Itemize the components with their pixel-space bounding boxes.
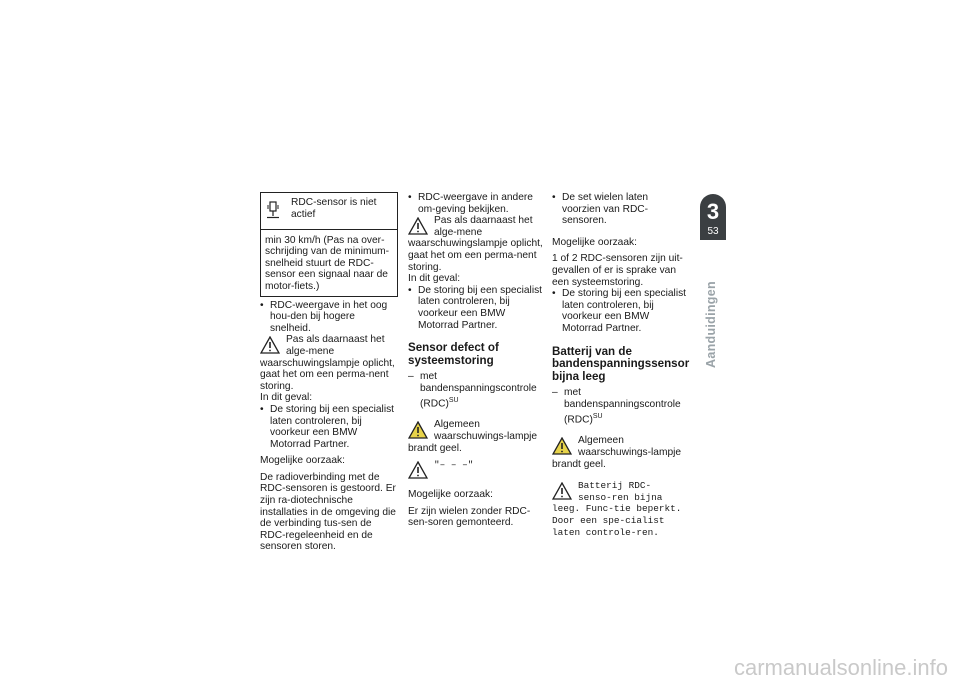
column-1 <box>260 192 398 553</box>
status-box-text: min 30 km/h (Pas na over-schrijding van de minimum-snelheid stuurt de RDC-sensor een signaal naar de motor-fiets.) <box>265 234 389 292</box>
warning-triangle-icon <box>260 336 280 354</box>
cause-label: Mogelijke oorzaak: <box>260 455 345 467</box>
warning-text: Pas als daarnaast het alge-mene waarschuwingslampje oplicht, gaat het om een perma-nent storing. <box>260 334 395 392</box>
warning-note <box>552 480 688 538</box>
bullet-item: • RDC-weergave in het oog hou-den bij hogere snelheid. <box>260 300 398 335</box>
section-heading: Sensor defect of systeemstoring <box>408 341 499 367</box>
condition-text: met bandenspanningscontrole (RDC) <box>564 387 681 425</box>
bullet-item: • De set wielen laten voorzien van RDC-sensoren. <box>552 192 688 227</box>
warning-text: Algemeen waarschuwings-lampje brandt geel. <box>408 419 538 454</box>
warning-text: Pas als daarnaast het alge-mene waarschuwingslampje oplicht, gaat het om een perma-nent storing. <box>408 215 543 273</box>
option-superscript: SU <box>592 412 603 420</box>
column-3 <box>552 192 688 538</box>
bullet-item: • RDC-weergave in andere om-geving bekijken. <box>408 192 546 215</box>
display-readout: "– – –" <box>434 459 474 471</box>
option-superscript: SU <box>448 396 459 404</box>
chapter-title: Aanduidingen <box>704 281 718 368</box>
bullet-item: • De storing bij een specialist laten controleren, bij voorkeur een BMW Motorrad Partner. <box>408 285 546 331</box>
status-box-header <box>261 193 397 230</box>
status-box <box>260 192 398 297</box>
in-dit-geval: In dit geval: <box>260 392 313 404</box>
condition-item <box>408 371 546 409</box>
condition-item <box>552 387 688 425</box>
cause-label: Mogelijke oorzaak: <box>408 489 493 501</box>
warning-triangle-icon <box>408 421 428 439</box>
bullet-item: • De storing bij een specialist laten controleren, bij voorkeur een BMW Motorrad Partner. <box>260 404 398 450</box>
cause-text: Er zijn wielen zonder RDC-sen-soren gemonteerd. <box>408 505 531 529</box>
watermark: carmanualsonline.info <box>733 655 948 680</box>
chapter-number: 3 <box>706 199 720 224</box>
status-box-title: RDC-sensor is niet actief <box>291 197 377 220</box>
warning-triangle-icon <box>408 217 428 235</box>
tire-sensor-icon <box>265 201 283 223</box>
cause-label: Mogelijke oorzaak: <box>552 236 637 248</box>
warning-triangle-icon <box>552 437 572 455</box>
warning-text: Algemeen waarschuwings-lampje brandt geel. <box>552 435 682 470</box>
warning-triangle-icon <box>408 461 428 479</box>
column-2 <box>408 192 546 529</box>
warning-note <box>552 435 688 470</box>
cause-text: De radioverbinding met de RDC-sensoren is gestoord. Er zijn ra-diotechnische installaties in de omgeving die de verbinding tus-sen de RDC-regeleenheid en de sensoren storen. <box>260 471 396 553</box>
condition-text: met bandenspanningscontrole (RDC) <box>420 371 537 409</box>
display-message: Batterij RDC- senso-ren bijna leeg. Func-tie beperkt. Door een spe-cialist laten controle-ren. <box>552 480 682 538</box>
warning-note <box>408 419 546 454</box>
display-note <box>408 459 546 479</box>
bullet-item: • De storing bij een specialist laten controleren, bij voorkeur een BMW Motorrad Partner. <box>552 288 688 334</box>
in-dit-geval: In dit geval: <box>408 273 461 285</box>
warning-note <box>408 215 546 273</box>
page-number: 53 <box>707 226 719 237</box>
cause-text: 1 of 2 RDC-sensoren zijn uit-gevallen of er is sprake van een systeemstoring. <box>552 253 683 288</box>
section-heading: Batterij van de bandenspanningssensor bijna leeg <box>552 344 690 383</box>
warning-triangle-icon <box>552 482 572 500</box>
warning-note <box>260 334 398 392</box>
